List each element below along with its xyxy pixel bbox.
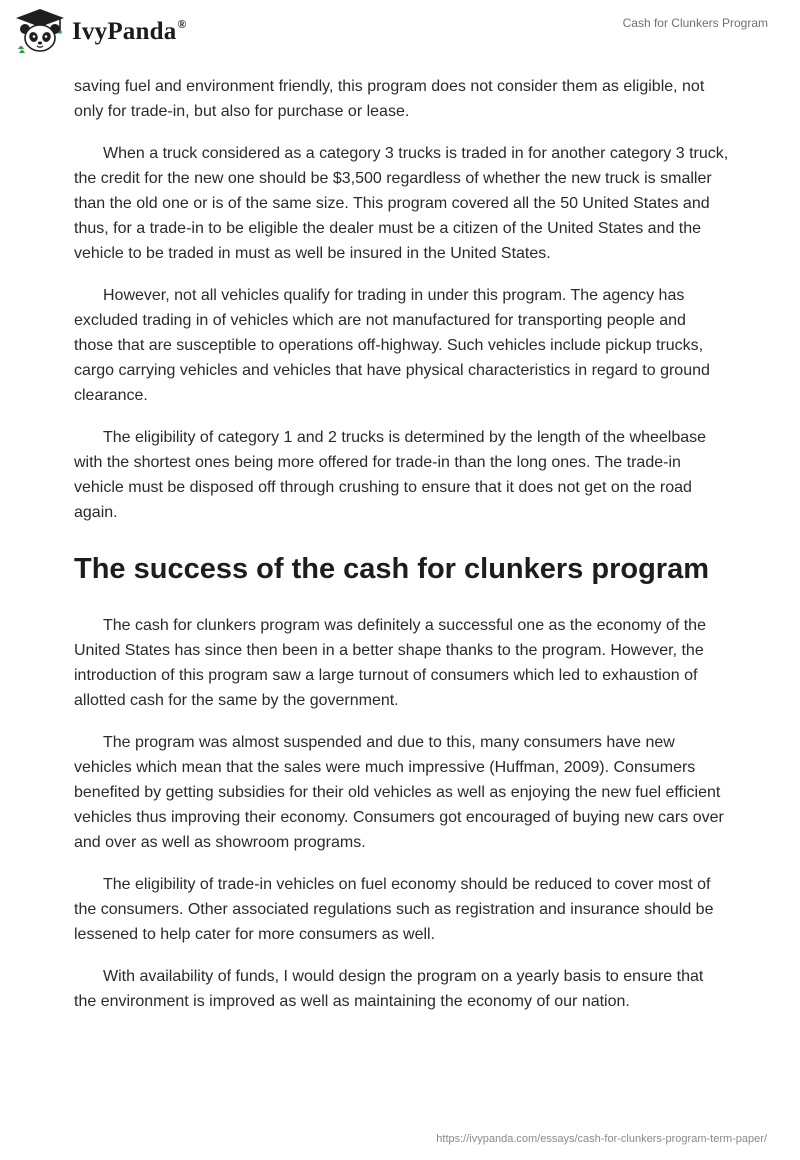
brand-name: IvyPanda® xyxy=(72,16,187,45)
section-heading: The success of the cash for clunkers program xyxy=(74,553,709,585)
ivypanda-logo[interactable] xyxy=(14,6,187,56)
paragraph: When a truck considered as a category 3 trucks is traded in for another category 3 truck, the credit for the new one should be $3,500 regardless of whether the new truck is smaller than the old one or is of the same size. This program covered all the 50 United States and thus, for a trade-in to be eligible the dealer must be a citizen of the United States and the vehicle to be traded in must as well be insured in the United States. xyxy=(74,145,729,262)
paragraph: The eligibility of category 1 and 2 trucks is determined by the length of the wheelbase with the shortest ones being more offered for trade-in than the long ones. The trade-in vehicle must be disposed off through crushing to ensure that it does not get on the road again. xyxy=(74,429,707,521)
paragraph: saving fuel and environment friendly, this program does not consider them as eligible, not only for trade-in, but also for purchase or lease. xyxy=(74,78,705,120)
paragraph: The cash for clunkers program was definitely a successful one as the economy of the United States has since then been in a better shape thanks to the program. However, the introduction of this program saw a large turnout of consumers which led to exhaustion of allotted cash for the same by the government. xyxy=(74,617,706,709)
document-title: Cash for Clunkers Program xyxy=(622,16,768,30)
paragraph: The program was almost suspended and due to this, many consumers have new vehicles which mean that the sales were much impressive (Huffman, 2009). Consumers benefited by getting subsidies for their old vehicles as well as enjoying the new fuel efficient vehicles thus improving their economy. Consumers got encouraged of buying new cars over and over as well as showroom programs. xyxy=(74,734,724,851)
essay-body xyxy=(74,74,729,1031)
paragraph: The eligibility of trade-in vehicles on fuel economy should be reduced to cover most of the consumers. Other associated regulations such as registration and insurance should be lessened to help cater for more consumers as well. xyxy=(74,876,714,943)
panda-graduate-icon xyxy=(14,7,66,55)
page-header xyxy=(0,0,800,72)
paragraph: With availability of funds, I would design the program on a yearly basis to ensure that the environment is improved as well as maintaining the economy of our nation. xyxy=(74,968,704,1010)
paragraph: However, not all vehicles qualify for trading in under this program. The agency has excluded trading in of vehicles which are not manufactured for transporting people and those that are susceptible to operations off-highway. Such vehicles include pickup trucks, cargo carrying vehicles and vehicles that have physical characteristics in regard to ground clearance. xyxy=(74,287,710,404)
source-url[interactable]: https://ivypanda.com/essays/cash-for-clunkers-program-term-paper/ xyxy=(436,1133,767,1145)
